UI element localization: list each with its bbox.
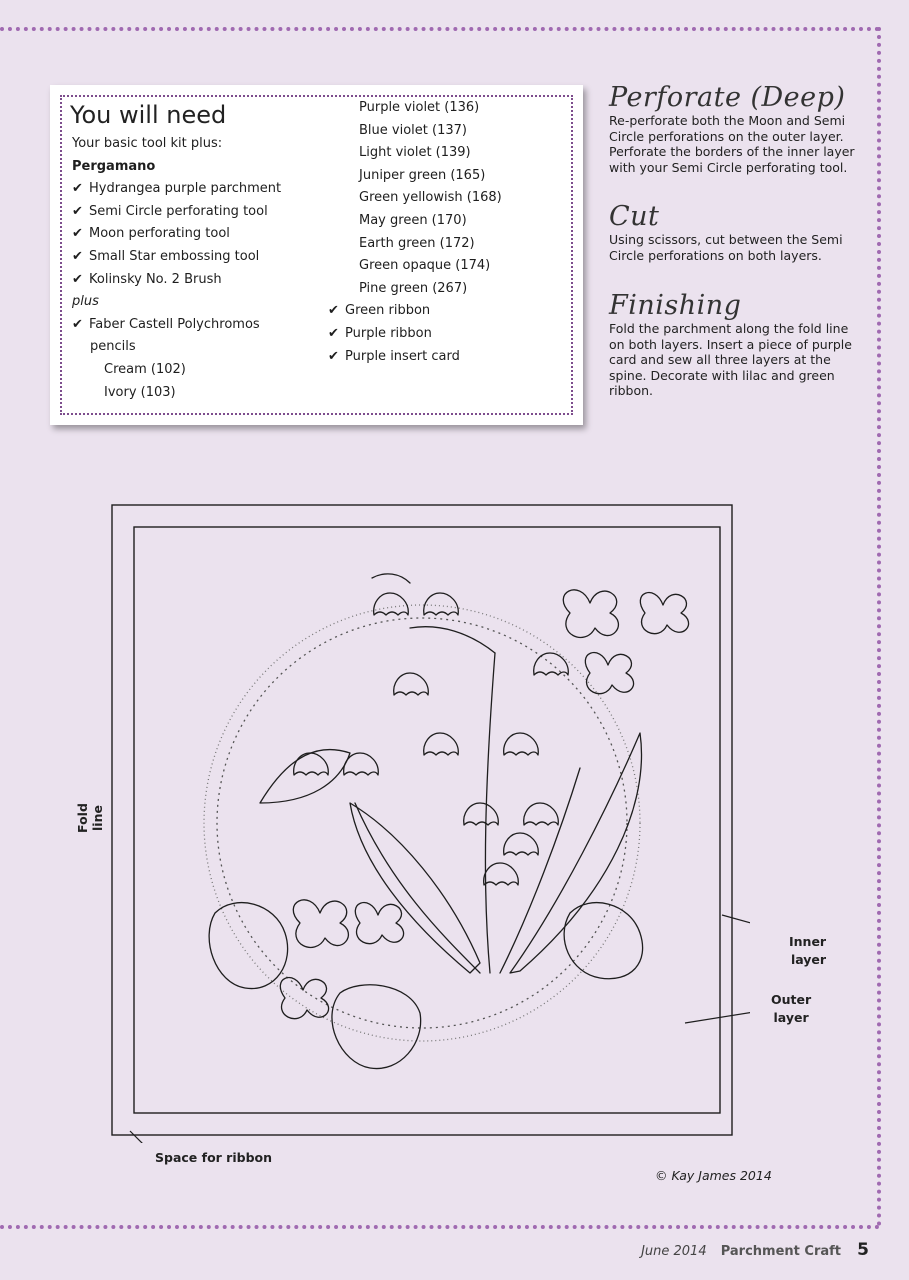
check-icon: ✔ xyxy=(72,181,83,197)
brand-name: Pergamano xyxy=(72,158,156,174)
colour-item: Earth green (172) xyxy=(359,235,475,251)
top-dotted-rule xyxy=(0,27,880,31)
list-item: ✔ Purple insert card xyxy=(328,346,568,369)
list-item: ✔ Small Star embossing tool xyxy=(72,246,342,269)
colour-item: Juniper green (165) xyxy=(359,167,486,183)
outer-layer-border xyxy=(112,505,732,1135)
check-icon: ✔ xyxy=(72,226,83,242)
main-stem xyxy=(485,653,495,973)
plus-label: plus xyxy=(72,294,99,310)
check-icon: ✔ xyxy=(72,248,83,264)
right-dotted-rule xyxy=(877,27,881,1227)
check-icon: ✔ xyxy=(328,325,339,341)
check-icon: ✔ xyxy=(72,271,83,287)
fold-line-label: Fold line xyxy=(75,803,105,833)
you-will-need-card xyxy=(50,85,583,425)
colour-item: Ivory (103) xyxy=(104,384,176,400)
flower-illustration xyxy=(209,574,688,1069)
bottom-dotted-rule xyxy=(0,1225,880,1229)
list-item: ✔ Kolinsky No. 2 Brush xyxy=(72,269,342,292)
violets xyxy=(280,590,688,1019)
check-icon: ✔ xyxy=(72,316,83,332)
colour-item: Light violet (139) xyxy=(359,145,471,161)
issue-date: June 2014 xyxy=(641,1244,707,1259)
heading-cut: Cut xyxy=(609,201,660,232)
heading-perforate: Perforate (Deep) xyxy=(609,82,846,113)
magazine-name: Parchment Craft xyxy=(720,1244,842,1259)
pattern-drawing xyxy=(110,503,750,1143)
list-item: ✔ Purple ribbon xyxy=(328,323,568,346)
colour-item: Blue violet (137) xyxy=(359,122,467,138)
page-footer xyxy=(641,1240,869,1260)
instruction-perforate xyxy=(609,82,859,175)
label-leader-lines xyxy=(130,915,750,1143)
list-item: ✔ Moon perforating tool xyxy=(72,223,342,246)
you-will-need-title: You will need xyxy=(70,101,227,129)
body-finishing: Fold the parchment along the fold line on both layers. Insert a piece of purple card and sew all three layers at the spine. Decorate with lilac and green ribbon. xyxy=(609,321,852,398)
left-stem xyxy=(355,803,480,973)
semi-circle-perforation-circle xyxy=(204,605,640,1041)
colour-item: Purple violet (136) xyxy=(359,100,480,115)
materials-column-right xyxy=(328,97,568,368)
violet-leaves xyxy=(209,903,642,1069)
outer-layer-label: Outer layer xyxy=(771,992,812,1025)
list-item: ✔ Hydrangea purple parchment xyxy=(72,178,342,201)
check-icon: ✔ xyxy=(72,203,83,219)
list-item-continued: pencils xyxy=(90,339,136,355)
check-icon: ✔ xyxy=(328,303,339,319)
instruction-cut xyxy=(609,201,859,263)
colour-item: Green yellowish (168) xyxy=(359,190,502,206)
check-icon: ✔ xyxy=(328,348,339,364)
inner-layer-label: Inner layer xyxy=(789,934,827,967)
colour-item: Green opaque (174) xyxy=(359,258,491,274)
list-item: ✔ Semi Circle perforating tool xyxy=(72,201,342,224)
heading-finishing: Finishing xyxy=(609,290,742,321)
moon-perforation-circle xyxy=(217,618,627,1028)
bells xyxy=(294,593,569,885)
page-number: 5 xyxy=(857,1240,869,1260)
copyright-credit: © Kay James 2014 xyxy=(655,1168,772,1183)
inner-layer-border xyxy=(134,527,720,1113)
materials-column-left xyxy=(72,133,342,404)
colour-item: Pine green (267) xyxy=(359,280,468,296)
list-item: ✔ Faber Castell Polychromos xyxy=(72,314,342,337)
body-perforate: Re-perforate both the Moon and Semi Circle perforations on the outer layer. Perforate the borders of the inner layer with your Semi Circle perforating tool. xyxy=(609,113,855,175)
intro-text: Your basic tool kit plus: xyxy=(72,136,223,151)
list-item: ✔ Green ribbon xyxy=(328,300,568,323)
body-cut: Using scissors, cut between the Semi Circle perforations on both layers. xyxy=(609,232,843,263)
colour-item: May green (170) xyxy=(359,212,467,228)
instruction-finishing xyxy=(609,290,859,399)
colour-item: Cream (102) xyxy=(104,361,186,377)
leaf-left xyxy=(350,803,480,973)
space-for-ribbon-label: Space for ribbon xyxy=(155,1150,272,1165)
